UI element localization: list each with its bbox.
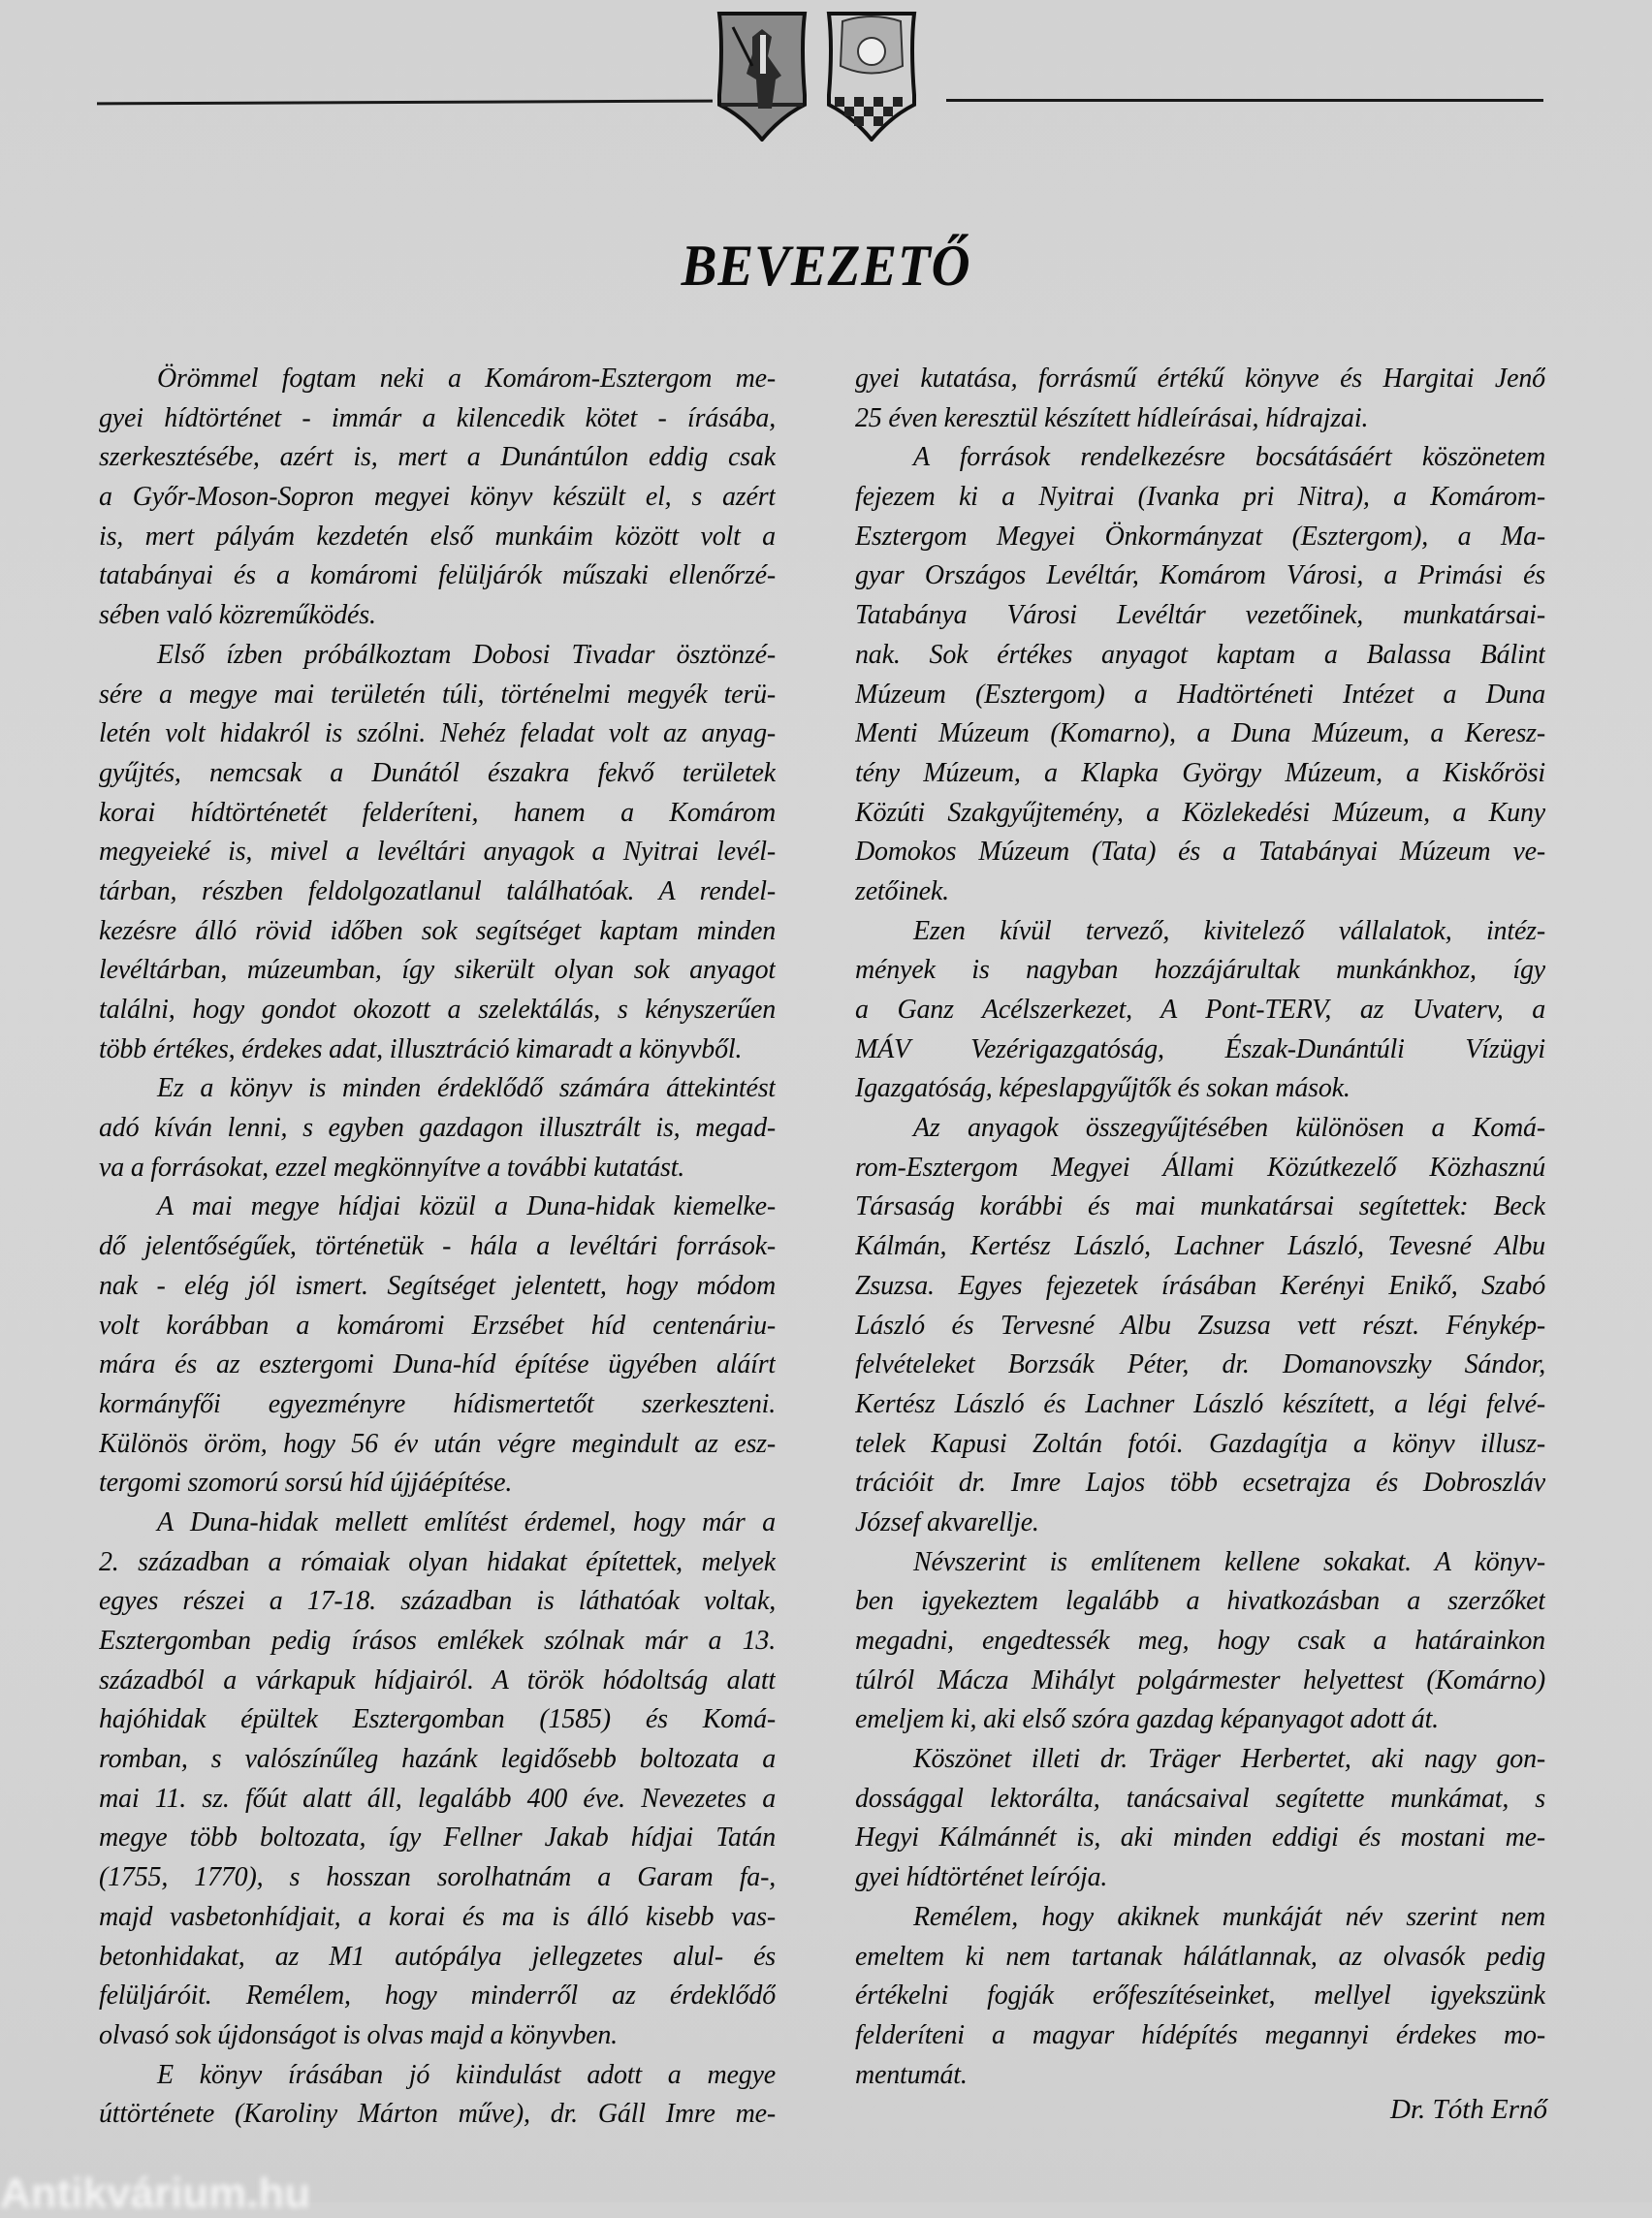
text-line: hajóhidak épültek Esztergomban (1585) és Komá-: [99, 1704, 776, 1735]
text-line: László és Tervesné Albu Zsuzsa vett részt. Fénykép-: [855, 1310, 1545, 1341]
text-line: felvételeket Borzsák Péter, dr. Domanovszky Sándor,: [855, 1349, 1545, 1380]
text-line: Ezen kívül tervező, kivitelező vállalatok, intéz-: [913, 915, 1545, 946]
header-rule-left: [97, 100, 713, 106]
author-signature: Dr. Tóth Ernő: [1390, 2094, 1547, 2125]
text-line: 2. században a rómaiak olyan hidakat építettek, melyek: [99, 1546, 776, 1577]
text-line: majd vasbetonhídjait, a korai és ma is álló kisebb vas-: [99, 1901, 776, 1932]
text-line: A mai megye hídjai közül a Duna-hidak kiemelke-: [157, 1191, 776, 1222]
text-line: kormányfői egyezményre hídismertetőt szerkeszteni.: [99, 1388, 776, 1419]
text-line: (1755, 1770), s hosszan sorolhatnám a Garam fa-,: [99, 1862, 776, 1893]
text-line: sére a megye mai területén túli, történelmi megyék terü-: [99, 679, 776, 710]
text-line: Ez a könyv is minden érdeklődő számára áttekintést: [157, 1073, 776, 1104]
text-line: Névszerint is említenem kellene sokakat. A könyv-: [913, 1546, 1545, 1577]
coat-of-arms-right-icon: [823, 8, 920, 142]
text-line: mentumát.: [855, 2059, 968, 2090]
text-line: egyes részei a 17-18. században is láthatóak voltak,: [99, 1586, 776, 1617]
text-line: Társaság korábbi és mai munkatársai segítettek: Beck: [855, 1191, 1545, 1222]
text-line: megye több boltozata, így Fellner Jakab hídjai Tatán: [99, 1822, 776, 1854]
text-line: gyei hídtörténet - immár a kilencedik kötet - írásába,: [99, 402, 776, 433]
text-line: zetőinek.: [855, 875, 949, 906]
text-line: Közúti Szakgyűjtemény, a Közlekedési Múzeum, a Kuny: [855, 797, 1545, 828]
right-column: [855, 360, 1545, 2095]
text-line: nak. Sok értékes anyagot kaptam a Balassa Bálint: [855, 639, 1545, 670]
text-line: fejezem ki a Nyitrai (Ivanka pri Nitra), a Komárom-: [855, 482, 1545, 513]
text-line: tergomi szomorú sorsú híd újjáépítése.: [99, 1468, 513, 1499]
text-line: tatabányai és a komáromi felüljárók műszaki ellenőrzé-: [99, 560, 776, 591]
text-line: volt korábban a komáromi Erzsébet híd centenáriu-: [99, 1310, 776, 1341]
text-line: Köszönet illeti dr. Träger Herbertet, aki nagy gon-: [913, 1744, 1545, 1775]
text-line: rom-Esztergom Megyei Állami Közútkezelő Közhasznú: [855, 1152, 1545, 1183]
text-line: romban, s valószínűleg hazánk legidősebb boltozata a: [99, 1744, 776, 1775]
text-line: túlról Mácza Mihályt polgármester helyettest (Komárno): [855, 1664, 1545, 1695]
text-line: A Duna-hidak mellett említést érdemel, hogy már a: [157, 1506, 776, 1537]
text-line: gyei kutatása, forrásmű értékű könyve és Hargitai Jenő: [855, 364, 1545, 394]
text-line: a Győr-Moson-Sopron megyei könyv készült el, s azért: [99, 482, 776, 513]
text-line: korai hídtörténetét felderíteni, hanem a Komárom: [99, 797, 776, 828]
text-line: trációit dr. Imre Lajos több ecsetrajza és Dobroszláv: [855, 1468, 1545, 1499]
text-line: Kertész László és Lachner László készített, a légi felvé-: [855, 1388, 1545, 1419]
text-line: dő jelentőségűek, történetük - hála a levéltári források-: [99, 1231, 776, 1262]
text-line: va a forrásokat, ezzel megkönnyítve a további kutatást.: [99, 1152, 685, 1183]
text-line: emeltem ki nem tartanak hálátlannak, az olvasók pedig: [855, 1941, 1545, 1972]
text-line: mai 11. sz. főút alatt áll, legalább 400 éve. Nevezetes a: [99, 1783, 776, 1814]
text-line: Tatabánya Városi Levéltár vezetőinek, munkatársai-: [855, 600, 1545, 631]
text-line: mára és az esztergomi Duna-híd építése ügyében aláírt: [99, 1349, 776, 1380]
text-line: Hegyi Kálmánnét is, aki minden eddigi és mostani me-: [855, 1822, 1545, 1854]
text-line: Esztergom Megyei Önkormányzat (Esztergom), a Ma-: [855, 521, 1545, 552]
text-line: Múzeum (Esztergom) a Hadtörténeti Intézet a Duna: [855, 679, 1545, 710]
text-line: emeljem ki, aki első szóra gazdag képanyagot adott át.: [855, 1704, 1439, 1735]
header-rule-right: [946, 99, 1543, 102]
text-line: kezésre álló rövid időben sok segítséget kaptam minden: [99, 915, 776, 946]
text-line: is, mert pályám kezdetén első munkáim között volt a: [99, 521, 776, 552]
text-line: tény Múzeum, a Klapka György Múzeum, a Kiskőrösi: [855, 757, 1545, 788]
text-line: gyei hídtörténet leírója.: [855, 1862, 1108, 1893]
text-line: nak - elég jól ismert. Segítséget jelentett, hogy módom: [99, 1270, 776, 1301]
page-title: BEVEZETŐ: [681, 234, 971, 298]
text-line: felüljáróit. Remélem, hogy minderről az érdeklődő: [99, 1980, 776, 2012]
text-line: olvasó sok újdonságot is olvas majd a könyvben.: [99, 2019, 618, 2050]
text-line: letén volt hidakról is szólni. Nehéz feladat volt az anyag-: [99, 718, 776, 749]
text-line: Örömmel fogtam neki a Komárom-Esztergom me-: [157, 364, 776, 394]
text-line: Zsuzsa. Egyes fejezetek írásában Kerényi Enikő, Szabó: [855, 1270, 1545, 1301]
text-line: Remélem, hogy akiknek munkáját név szerint nem: [913, 1901, 1545, 1932]
text-line: felderíteni a magyar hídépítés megannyi érdekes mo-: [855, 2019, 1545, 2050]
text-line: sében való közreműködés.: [99, 600, 376, 631]
text-line: megadni, engedtessék meg, hogy csak a határainkon: [855, 1626, 1545, 1656]
text-line: értékelni fogják erőfeszítéseinket, mellyel igyekszünk: [855, 1980, 1545, 2012]
text-line: Menti Múzeum (Komarno), a Duna Múzeum, a Keresz-: [855, 718, 1545, 749]
text-line: megyeieké is, mivel a levéltári anyagok a Nyitrai levél-: [99, 837, 776, 868]
text-line: dossággal lektorálta, tanácsaival segítette munkámat, s: [855, 1783, 1545, 1814]
text-line: Esztergomban pedig írásos emlékek szólnak már a 13.: [99, 1626, 776, 1656]
text-line: több értékes, érdekes adat, illusztráció kimaradt a könyvből.: [99, 1033, 743, 1064]
text-line: ben igyekeztem legalább a hivatkozásban a szerzőket: [855, 1586, 1545, 1617]
watermark: Antikvárium.hu: [0, 2170, 311, 2217]
text-line: a Ganz Acélszerkezet, A Pont-TERV, az Uvaterv, a: [855, 995, 1545, 1025]
text-line: mények is nagyban hozzájárultak munkánkhoz, így: [855, 955, 1545, 986]
text-line: gyar Országos Levéltár, Komárom Városi, a Primási és: [855, 560, 1545, 591]
left-column: [99, 360, 776, 2135]
text-line: MÁV Vezérigazgatóság, Észak-Dunántúli Vízügyi: [855, 1033, 1545, 1064]
text-line: telek Kapusi Zoltán fotói. Gazdagítja a könyv illusz-: [855, 1428, 1545, 1459]
text-line: 25 éven keresztül készített hídleírásai, hídrajzai.: [855, 402, 1369, 433]
text-line: Igazgatóság, képeslapgyűjtők és sokan mások.: [855, 1073, 1350, 1104]
text-line: levéltárban, múzeumban, így sikerült olyan sok anyagot: [99, 955, 776, 986]
text-line: Domokos Múzeum (Tata) és a Tatabányai Múzeum ve-: [855, 837, 1545, 868]
text-line: A források rendelkezésre bocsátásáért köszönetem: [913, 442, 1545, 473]
text-line: Az anyagok összegyűjtésében különösen a Komá-: [913, 1113, 1545, 1144]
text-line: úttörténete (Karoliny Márton műve), dr. Gáll Imre me-: [99, 2099, 776, 2130]
text-line: gyűjtés, nemcsak a Dunától északra fekvő területek: [99, 757, 776, 788]
text-line: E könyv írásában jó kiindulást adott a megye: [157, 2059, 776, 2090]
text-line: századból a várkapuk hídjairól. A török hódoltság alatt: [99, 1664, 776, 1695]
text-line: József akvarellje.: [855, 1506, 1039, 1537]
text-line: adó kíván lenni, s egyben gazdagon illusztrált is, megad-: [99, 1113, 776, 1144]
text-line: Különös öröm, hogy 56 év után végre megindult az esz-: [99, 1428, 776, 1459]
text-line: tárban, részben feldolgozatlanul találhatóak. A rendel-: [99, 875, 776, 906]
text-line: találni, hogy gondot okozott a szelektálás, s kényszerűen: [99, 995, 776, 1025]
text-line: Kálmán, Kertész László, Lachner László, Tevesné Albu: [855, 1231, 1545, 1262]
text-line: szerkesztésébe, azért is, mert a Dunántúlon eddig csak: [99, 442, 776, 473]
text-line: betonhidakat, az M1 autópálya jellegzetes alul- és: [99, 1941, 776, 1972]
coat-of-arms-left-icon: [714, 8, 810, 142]
text-line: Első ízben próbálkoztam Dobosi Tivadar ösztönzé-: [157, 639, 776, 670]
